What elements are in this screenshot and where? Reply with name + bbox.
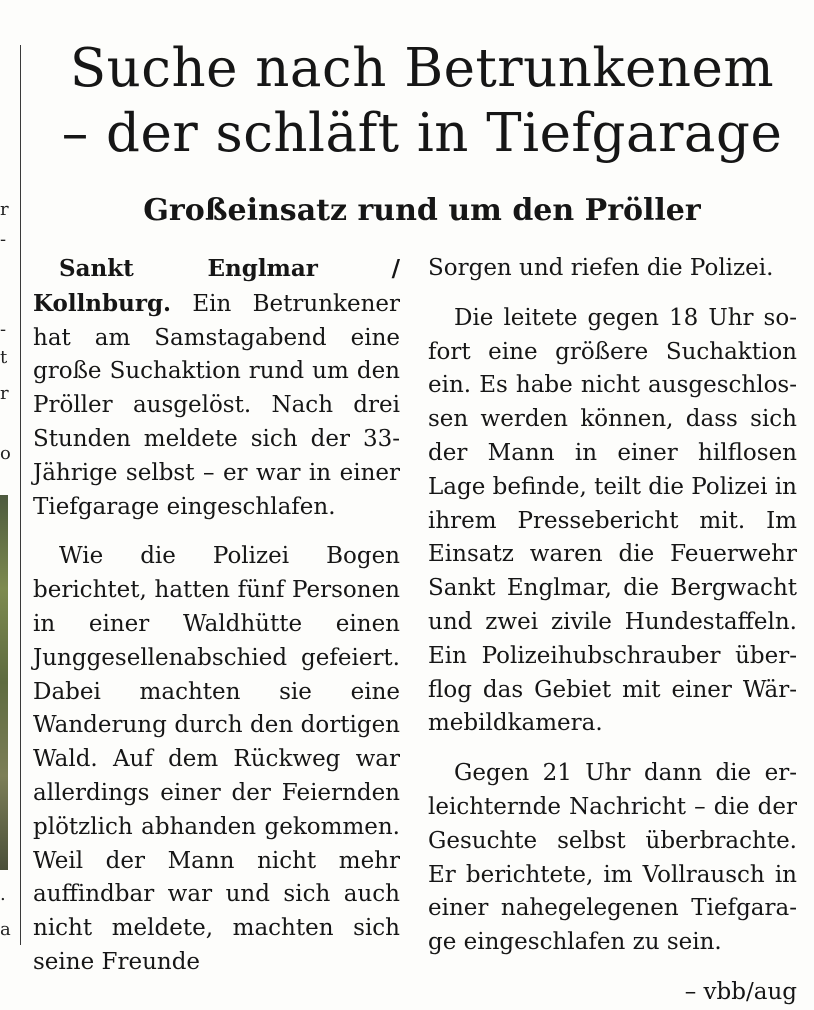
article-column-left <box>33 252 400 980</box>
lead-text: Ein Betrunkener hat am Samstagabend eine große Suchaktion rund um den Pröller ausgelöst. Nach drei Stunden meldete sich der 33-Jährige selbst – er war in einer Tiefgarage eingeschlafen. <box>33 290 400 520</box>
body-paragraph: Die leitete gegen 18 Uhr sofort eine größere Suchaktion ein. Es habe nicht ausgeschlossen werden können, dass sich der Mann in einer hilflosen Lage befinde, teilt die Polizei in ihrem Pressebericht mit. Im Einsatz waren die Feuerwehr Sankt Englmar, die Bergwacht und zwei zivile Hundestaffeln. Ein Polizeihubschrauber überflog das Gebiet mit einer Wärmebildkamera. <box>428 304 797 737</box>
article-column-right <box>428 252 797 1010</box>
margin-fragment: r <box>0 199 9 220</box>
margin-fragment: - <box>0 229 7 250</box>
body-paragraph-continued: Sorgen und riefen die Polizei. <box>428 255 774 281</box>
dateline: Sankt Englmar / Kollnburg. <box>33 255 400 317</box>
margin-fragment: r <box>0 383 9 404</box>
body-paragraph: Gegen 21 Uhr dann die erleichternde Nachricht – die der Gesuchte selbst überbrachte. Er berichtete, im Vollrausch in einer nahegelegenen Tiefgarage eingeschlafen zu sein. <box>428 760 797 956</box>
margin-fragment: a <box>0 919 11 940</box>
adjacent-article-margin <box>0 0 22 1000</box>
margin-fragment: . <box>0 884 6 905</box>
margin-fragment: o <box>0 443 11 464</box>
subtitle: Großeinsatz rund um den Pröller <box>143 193 701 228</box>
headline-line-2: – der schläft in Tiefgarage <box>61 103 783 164</box>
headline <box>30 36 814 166</box>
adjacent-photo-edge <box>0 495 8 870</box>
headline-line-1: Suche nach Betrunkenem <box>69 38 775 99</box>
body-paragraph: Wie die Polizei Bogen berichtet, hatten fünf Personen in einer Waldhütte einen Junggesellenabschied gefeiert. Dabei machten sie eine Wanderung durch den dortigen Wald. Auf dem Rückweg war allerdings einer der Feiernden plötzlich abhanden gekommen. Weil der Mann nicht mehr auffindbar war und sich auch nicht meldete, machten sich seine Freunde <box>33 543 400 975</box>
author-credit: – vbb/aug <box>684 978 797 1005</box>
lead-paragraph <box>33 252 400 524</box>
margin-fragment: t <box>0 347 8 368</box>
column-rule <box>20 45 21 945</box>
margin-fragment: - <box>0 319 7 340</box>
